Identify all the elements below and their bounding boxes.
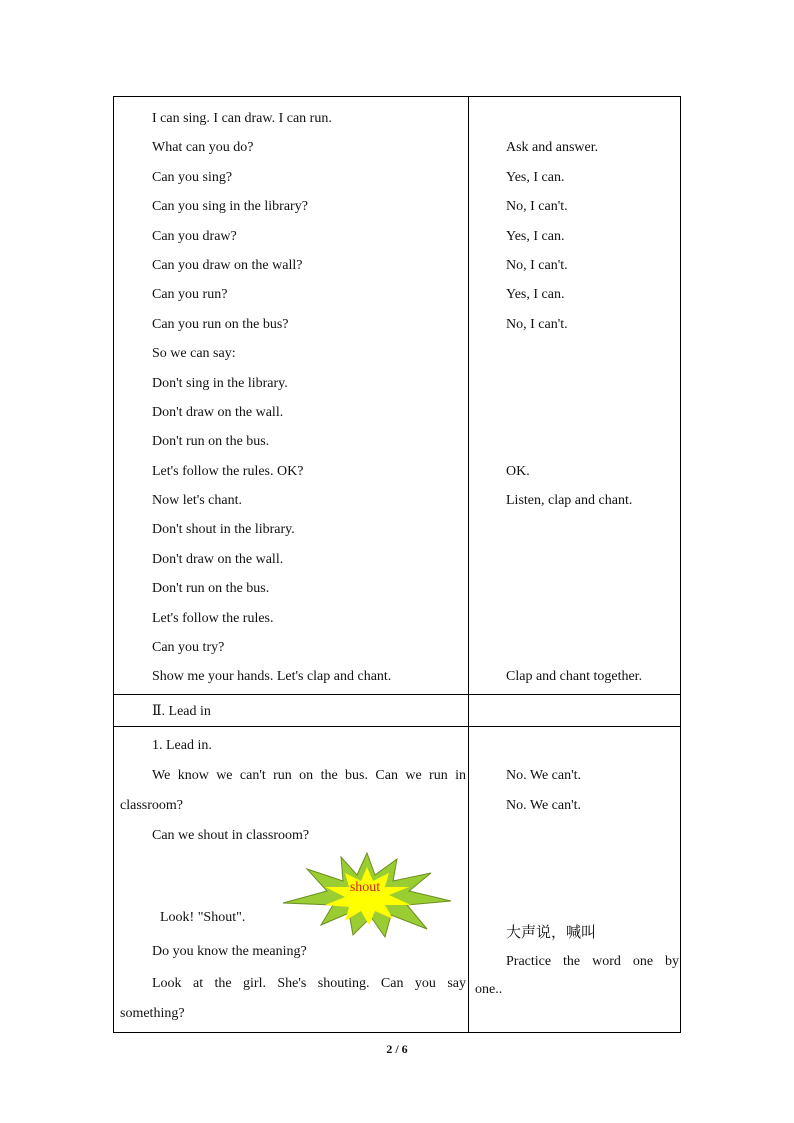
response-line: Yes, I can.: [506, 287, 565, 303]
dialogue-line: Don't draw on the wall.: [152, 404, 284, 420]
dialogue-line: Can you draw?: [152, 228, 237, 244]
response-line: Ask and answer.: [506, 140, 599, 156]
response-line: [469, 574, 680, 603]
response-line: [469, 633, 680, 662]
dialogue-line: So we can say:: [152, 346, 236, 362]
response-line: [469, 604, 680, 633]
dialogue-line: What can you do?: [152, 140, 254, 156]
section1-left-cell: [114, 97, 469, 695]
dialogue-line: Don't sing in the library.: [152, 375, 288, 391]
section2-heading-cell: [114, 694, 469, 726]
dialogue-line: Can we shout in classroom?: [152, 827, 310, 843]
dialogue-line: We know we can't run on the bus. Can we run in: [152, 767, 466, 783]
page-number: 2 / 6: [386, 1042, 408, 1056]
table-row: [114, 694, 681, 726]
table-row: [114, 97, 681, 695]
chinese-meaning: 大声说，喊叫: [506, 922, 597, 941]
dialogue-line: Do you know the meaning?: [152, 943, 307, 959]
dialogue-line: Don't run on the bus.: [152, 434, 270, 450]
dialogue-line: something?: [120, 1005, 185, 1021]
dialogue-line: Look at the girl. She's shouting. Can you say: [152, 975, 466, 991]
response-line: Clap and chant together.: [506, 669, 643, 685]
dialogue-line: Can you sing?: [152, 169, 233, 185]
response-line: No, I can't.: [506, 257, 568, 273]
response-line: No. We can't.: [506, 767, 582, 783]
section2-left-cell: [114, 726, 469, 1032]
dialogue-line: I can sing. I can draw. I can run.: [152, 111, 332, 126]
section2-right-cell: [469, 726, 681, 1032]
section1-right-cell: [469, 97, 681, 695]
starburst-icon: [281, 851, 453, 939]
dialogue-line: Don't run on the bus.: [152, 581, 270, 597]
dialogue-line: Can you try?: [152, 640, 225, 656]
sub-heading: 1. Lead in.: [152, 737, 212, 753]
dialogue-line: classroom?: [120, 797, 183, 813]
response-line: [469, 339, 680, 368]
section-heading: Ⅱ. Lead in: [152, 703, 211, 719]
response-line: Yes, I can.: [506, 169, 565, 185]
lesson-plan-table: [113, 96, 681, 1033]
response-line: [469, 545, 680, 574]
response-line: OK.: [506, 463, 530, 479]
dialogue-line: Can you sing in the library?: [152, 199, 308, 215]
response-line: one..: [475, 981, 503, 997]
dialogue-line: Let's follow the rules. OK?: [152, 463, 304, 479]
response-line: [469, 398, 680, 427]
dialogue-line: Can you run on the bus?: [152, 316, 289, 332]
dialogue-line: Can you draw on the wall?: [152, 257, 303, 273]
response-line: Practice the word one by: [506, 953, 679, 969]
dialogue-line: Show me your hands. Let's clap and chant.: [152, 669, 392, 685]
dialogue-line: Can you run?: [152, 287, 228, 303]
dialogue-line: Don't draw on the wall.: [152, 551, 284, 567]
response-line: [469, 104, 680, 133]
dialogue-line: Look! "Shout".: [160, 909, 246, 925]
table-row: [114, 726, 681, 1032]
shout-illustration: [114, 851, 468, 941]
dialogue-line: Let's follow the rules.: [152, 610, 274, 626]
response-line: Listen, clap and chant.: [506, 493, 633, 509]
response-line: [469, 515, 680, 544]
section2-heading-right-cell: [469, 694, 681, 726]
dialogue-line: Now let's chant.: [152, 493, 243, 509]
response-line: No, I can't.: [506, 316, 568, 332]
response-line: [469, 369, 680, 398]
response-line: [469, 427, 680, 456]
response-line: No, I can't.: [506, 199, 568, 215]
response-line: Yes, I can.: [506, 228, 565, 244]
response-line: No. We can't.: [506, 797, 582, 813]
dialogue-line: Don't shout in the library.: [152, 522, 295, 538]
starburst-label: shout: [349, 879, 381, 895]
